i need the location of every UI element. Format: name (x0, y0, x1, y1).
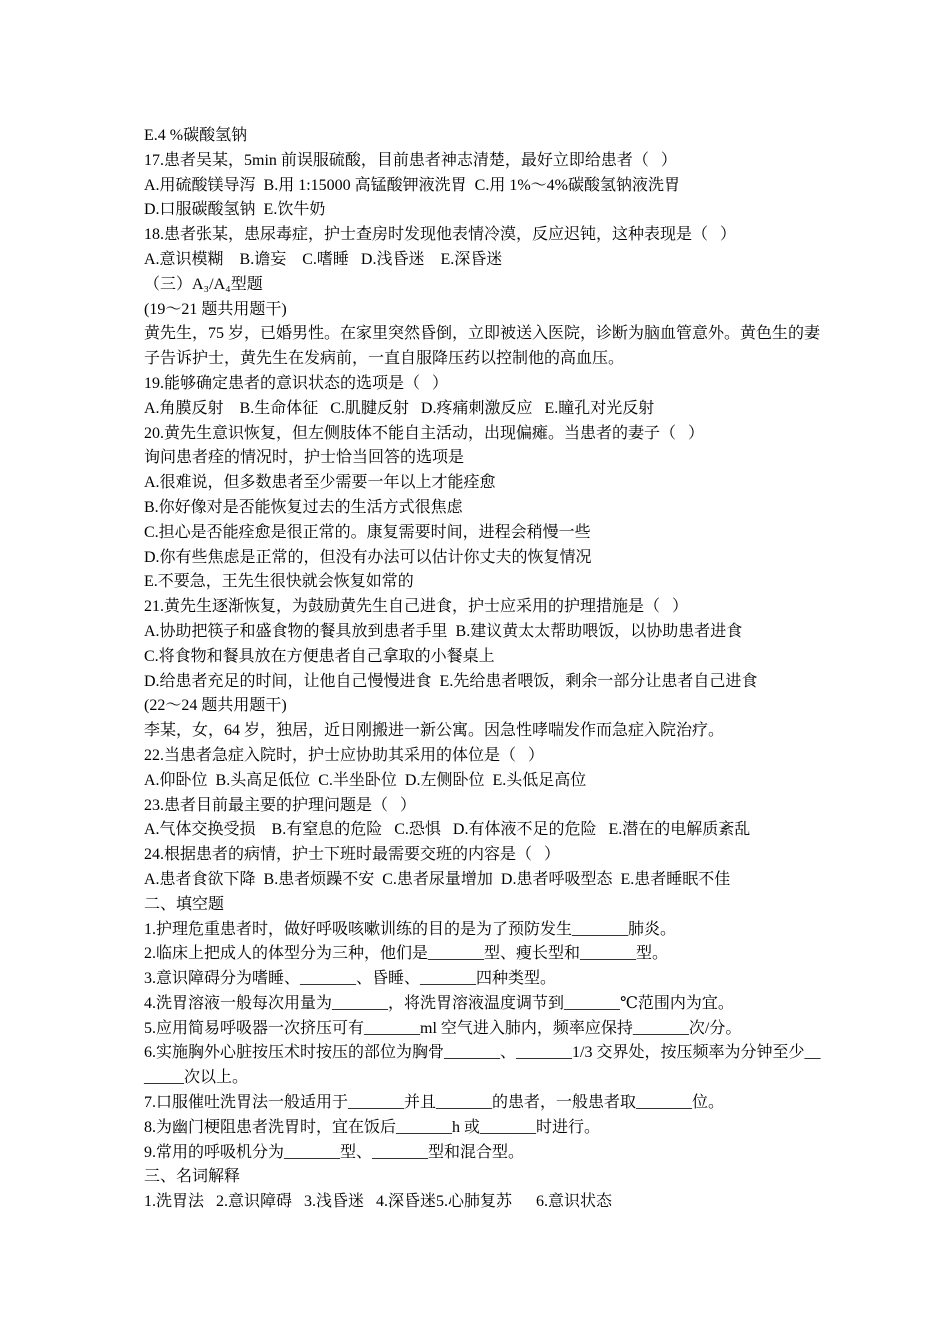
fill-blank-item: 2.临床上把成人的体型分为三种，他们是_______型、瘦长型和_______型。 (144, 945, 669, 963)
question-17-options: A.用硫酸镁导泻 B.用 1:15000 高锰酸钾液洗胃 C.用 1%～4%碳酸氢钠液洗胃 (144, 176, 681, 194)
case-paragraph: 李某，女，64 岁，独居，近日刚搬进一新公寓。因急性哮喘发作而急症入院治疗。 (144, 722, 725, 740)
section-heading: 二、填空题 (144, 895, 225, 913)
question-21-options: A.协助把筷子和盛食物的餐具放到患者手里 B.建议黄太太帮助喂饭，以协助患者进食 (144, 622, 743, 640)
fill-blank-item: 3.意识障碍分为嗜睡、_______、昏睡、_______四种类型。 (144, 970, 557, 988)
question-17-options: D.口服碳酸氢钠 E.饮牛奶 (144, 201, 326, 219)
fill-blank-item: 8.为幽门梗阻患者洗胃时，宜在饭后_______h 或_______时进行。 (144, 1118, 601, 1136)
question-20-option: D.你有些焦虑是正常的，但没有办法可以估计你丈夫的恢复情况 (144, 548, 592, 566)
text-line: E.4 %碳酸氢钠 (144, 127, 248, 144)
question-20-option: B.你好像对是否能恢复过去的生活方式很焦虑 (144, 498, 463, 516)
question-24-stem: 24.根据患者的病情，护士下班时最需要交班的内容是（ ） (144, 846, 561, 864)
shared-stem-note: (22～24 题共用题干) (144, 697, 287, 715)
question-20-option: E.不要急，王先生很快就会恢复如常的 (144, 573, 414, 591)
question-18-options: A.意识模糊 B.谵妄 C.嗜睡 D.浅昏迷 E.深昏迷 (144, 250, 503, 268)
question-22-options: A.仰卧位 B.头高足低位 C.半坐卧位 D.左侧卧位 E.头低足高位 (144, 771, 587, 789)
question-20-stem: 询问患者痊的情况时，护士恰当回答的选项是 (144, 449, 465, 467)
case-paragraph: 黄先生，75 岁，已婚男性。在家里突然昏倒，立即被送入医院，诊断为脑血管意外。黄色生的妻子告诉护士，黄先生在发病前，一直自服降压药以控制他的高血压。 (144, 325, 821, 368)
fill-blank-item: 5.应用简易呼吸器一次挤压可有_______ml 空气进入肺内，频率应保持_______次/分。 (144, 1019, 742, 1037)
question-18-stem: 18.患者张某，患尿毒症，护士查房时发现他表情冷漠，反应迟钝，这种表现是（ ） (144, 226, 737, 244)
fill-blank-item: 6.实施胸外心脏按压术时按压的部位为胸骨_______、_______1/3 交界处，按压频率为分钟至少_______次以上。 (144, 1044, 821, 1087)
question-21-stem: 21.黄先生逐渐恢复，为鼓励黄先生自己进食，护士应采用的护理措施是（ ） (144, 598, 689, 616)
question-21-options: C.将食物和餐具放在方便患者自己拿取的小餐桌上 (144, 647, 495, 665)
fill-blank-item: 1.护理危重患者时，做好呼吸咳嗽训练的目的是为了预防发生_______肺炎。 (144, 920, 677, 938)
question-24-options: A.患者食欲下降 B.患者烦躁不安 C.患者尿量增加 D.患者呼吸型态 E.患者睡眠不佳 (144, 870, 731, 888)
shared-stem-note: (19～21 题共用题干) (144, 300, 287, 318)
question-19-stem: 19.能够确定患者的意识状态的选项是（ ） (144, 374, 449, 392)
fill-blank-item: 7.口服催吐洗胃法一般适用于_______并且_______的患者，一般患者取_______位。 (144, 1094, 725, 1112)
section-heading: 三、名词解释 (144, 1168, 241, 1186)
question-20-option: C.担心是否能痊愈是很正常的。康复需要时间，进程会稍慢一些 (144, 523, 591, 541)
question-17-stem: 17.患者吴某，5min 前误服硫酸，目前患者神志清楚，最好立即给患者（ ） (144, 151, 677, 169)
question-23-stem: 23.患者目前最主要的护理问题是（ ） (144, 796, 417, 814)
fill-blank-item: 4.洗胃溶液一般每次用量为_______，将洗胃溶液温度调节到_______℃范围内为宜。 (144, 994, 734, 1012)
question-22-stem: 22.当患者急症入院时，护士应协助其采用的体位是（ ） (144, 746, 545, 764)
question-19-options: A.角膜反射 B.生命体征 C.肌腱反射 D.疼痛刺激反应 E.瞳孔对光反射 (144, 399, 655, 417)
section-heading: （三）A₃/A₄型题 (144, 275, 263, 293)
fill-blank-item: 9.常用的呼吸机分为_______型、_______型和混合型。 (144, 1143, 525, 1161)
question-21-options: D.给患者充足的时间，让他自己慢慢进食 E.先给患者喂饭，剩余一部分让患者自己进食 (144, 672, 758, 690)
question-20-stem: 20.黄先生意识恢复，但左侧肢体不能自主活动，出现偏瘫。当患者的妻子（ ） (144, 424, 705, 442)
question-20-option: A.很难说，但多数患者至少需要一年以上才能痊愈 (144, 474, 496, 492)
term-list: 1.洗胃法 2.意识障碍 3.浅昏迷 4.深昏迷5.心肺复苏 6.意识状态 (144, 1193, 613, 1211)
document-body (144, 124, 824, 1215)
question-23-options: A.气体交换受损 B.有窒息的危险 C.恐惧 D.有体液不足的危险 E.潜在的电解质紊乱 (144, 821, 751, 839)
